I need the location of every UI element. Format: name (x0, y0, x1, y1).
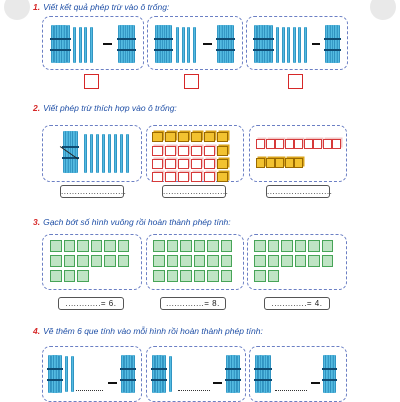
single-stick (176, 27, 179, 63)
green-square (254, 270, 266, 282)
yellow-cube (204, 132, 215, 142)
green-square (50, 240, 62, 252)
q3-answer-blank-2[interactable]: ..............= 8. (160, 297, 226, 310)
green-square (207, 255, 219, 267)
stick-in-bundle (132, 355, 135, 393)
answer-line (275, 390, 307, 391)
yellow-cube (217, 159, 228, 169)
stick-in-bundle (59, 355, 62, 393)
red-cube (204, 146, 215, 156)
yellow-cube (256, 158, 265, 168)
red-cube (323, 139, 332, 149)
bundle-band (322, 368, 337, 370)
green-square (295, 240, 307, 252)
red-cube (165, 159, 176, 169)
stick-bundle (48, 355, 62, 393)
green-square (64, 240, 76, 252)
q2-card-3 (249, 125, 347, 182)
red-cube (313, 139, 322, 149)
stick-in-bundle (270, 25, 273, 63)
green-square (153, 240, 165, 252)
bundle-band (324, 49, 341, 51)
q1-answer-box-3[interactable] (288, 74, 303, 89)
question-4-text: Vẽ thêm 6 que tính vào mỗi hình rồi hoàn thành phép tính: (43, 326, 263, 336)
stick-bundle (217, 25, 234, 63)
green-square (167, 240, 179, 252)
green-square (268, 270, 280, 282)
minus-sign (213, 382, 222, 384)
bundle-band (324, 38, 341, 40)
single-stick (304, 27, 307, 63)
bundle-band (253, 49, 274, 51)
single-stick (276, 27, 279, 63)
green-square (194, 255, 206, 267)
minus-sign (108, 382, 117, 384)
green-square (281, 255, 293, 267)
single-stick (114, 134, 117, 173)
red-cube (178, 159, 189, 169)
stick-in-bundle (237, 355, 240, 393)
single-stick (90, 27, 93, 63)
single-stick (120, 134, 123, 173)
stick-in-bundle (231, 25, 234, 63)
single-stick (73, 27, 76, 63)
yellow-cube (217, 146, 228, 156)
question-2-heading (33, 103, 177, 113)
red-cube (178, 172, 189, 182)
yellow-cube (165, 132, 176, 142)
stick-bundle (118, 25, 135, 63)
stick-bundle (152, 355, 166, 393)
question-3-text: Gạch bớt số hình vuông rồi hoàn thành phép tính: (43, 217, 231, 227)
green-square (50, 255, 62, 267)
single-stick (282, 27, 285, 63)
bundle-band (50, 49, 71, 51)
minus-sign (103, 43, 112, 45)
yellow-cube (285, 158, 294, 168)
q1-answer-box-2[interactable] (184, 74, 199, 89)
green-square (308, 255, 320, 267)
bundle-band (120, 379, 136, 381)
green-square (322, 240, 334, 252)
green-square (268, 255, 280, 267)
yellow-cube (217, 132, 228, 142)
green-square (167, 255, 179, 267)
bundle-band (154, 49, 173, 51)
single-stick (84, 134, 87, 173)
stick-in-bundle (67, 25, 70, 63)
stick-in-bundle (169, 25, 172, 63)
green-square (295, 255, 307, 267)
bundle-band (117, 49, 136, 51)
red-cube (191, 159, 202, 169)
green-square (77, 255, 89, 267)
single-stick (108, 134, 111, 173)
green-square (322, 255, 334, 267)
green-square (118, 255, 130, 267)
bundle-band (253, 38, 274, 40)
bundle-band (47, 368, 63, 370)
green-square (91, 255, 103, 267)
green-square (221, 270, 233, 282)
yellow-cube (294, 158, 303, 168)
green-square (153, 255, 165, 267)
single-stick (187, 27, 190, 63)
question-2-number: 2. (33, 103, 41, 113)
bundle-band (216, 49, 235, 51)
green-square (104, 240, 116, 252)
green-square (64, 270, 76, 282)
yellow-cube (266, 158, 275, 168)
green-square (281, 240, 293, 252)
green-square (194, 270, 206, 282)
red-cube (191, 146, 202, 156)
question-4-heading (33, 326, 263, 336)
green-square (180, 270, 192, 282)
minus-sign (203, 43, 212, 45)
stick-bundle (255, 355, 271, 393)
bundle-band (225, 379, 241, 381)
green-square (180, 240, 192, 252)
bundle-band (50, 38, 71, 40)
stick-in-bundle (337, 25, 340, 63)
stick-bundle (63, 131, 78, 173)
red-cube (275, 139, 284, 149)
stick-bundle (121, 355, 135, 393)
green-square (268, 240, 280, 252)
single-stick (169, 356, 172, 392)
bundle-band (154, 38, 173, 40)
yellow-cube (217, 172, 228, 182)
green-square (221, 255, 233, 267)
stick-bundle (226, 355, 240, 393)
yellow-cube (152, 132, 163, 142)
question-1-text: Viết kết quả phép trừ vào ô trống: (43, 2, 170, 12)
bundle-band (254, 379, 272, 381)
green-square (167, 270, 179, 282)
bundle-band (47, 379, 63, 381)
yellow-cube (275, 158, 284, 168)
stick-bundle (254, 25, 273, 63)
minus-sign (311, 382, 320, 384)
question-4-number: 4. (33, 326, 41, 336)
bundle-band (322, 379, 337, 381)
green-square (207, 240, 219, 252)
stick-bundle (155, 25, 172, 63)
single-stick (90, 134, 93, 173)
red-cube (165, 146, 176, 156)
green-square (308, 240, 320, 252)
q1-answer-box-1[interactable] (84, 74, 99, 89)
single-stick (287, 27, 290, 63)
stick-in-bundle (75, 131, 78, 173)
green-square (104, 255, 116, 267)
q3-answer-blank-1[interactable]: .............= 6. (58, 297, 124, 310)
answer-line (178, 390, 210, 391)
green-square (77, 270, 89, 282)
bundle-band (216, 38, 235, 40)
green-square (254, 240, 266, 252)
bundle-band (120, 368, 136, 370)
bundle-band (151, 379, 167, 381)
red-cube (152, 146, 163, 156)
green-square (153, 270, 165, 282)
single-stick (126, 134, 129, 173)
yellow-cube (191, 132, 202, 142)
stick-in-bundle (268, 355, 271, 393)
stick-bundle (323, 355, 336, 393)
yellow-cube (178, 132, 189, 142)
question-3-number: 3. (33, 217, 41, 227)
question-1-number: 1. (33, 2, 41, 12)
corner-button-left (4, 0, 30, 20)
red-cube (204, 159, 215, 169)
red-cube (152, 159, 163, 169)
minus-sign (312, 43, 320, 45)
bundle-band (254, 368, 272, 370)
stick-in-bundle (333, 355, 336, 393)
bundle-band (225, 368, 241, 370)
bundle-band (117, 38, 136, 40)
stick-bundle (325, 25, 340, 63)
single-stick (65, 356, 68, 392)
corner-button-right (370, 0, 396, 20)
green-square (254, 255, 266, 267)
red-cube (304, 139, 313, 149)
single-stick (293, 27, 296, 63)
stick-in-bundle (132, 25, 135, 63)
stick-bundle (51, 25, 70, 63)
red-cube (152, 172, 163, 182)
single-stick (102, 134, 105, 173)
answer-line (76, 390, 103, 391)
red-cube (191, 172, 202, 182)
q2-answer-blank-1[interactable]: ........................ (61, 187, 127, 196)
red-cube (285, 139, 294, 149)
single-stick (182, 27, 185, 63)
single-stick (193, 27, 196, 63)
bundle-band (62, 146, 79, 148)
green-square (221, 240, 233, 252)
green-square (118, 240, 130, 252)
q3-answer-blank-3[interactable]: .............= 4. (264, 297, 330, 310)
question-1-heading (33, 2, 169, 12)
green-square (77, 240, 89, 252)
single-stick (84, 27, 87, 63)
q2-answer-blank-3[interactable]: ........................ (267, 187, 333, 196)
single-stick (96, 134, 99, 173)
stick-in-bundle (163, 355, 166, 393)
question-3-heading (33, 217, 231, 227)
red-cube (165, 172, 176, 182)
green-square (64, 255, 76, 267)
green-square (180, 255, 192, 267)
red-cube (256, 139, 265, 149)
green-square (207, 270, 219, 282)
single-stick (298, 27, 301, 63)
single-stick (71, 356, 74, 392)
bundle-band (151, 368, 167, 370)
question-2-text: Viết phép trừ thích hợp vào ô trống: (43, 103, 177, 113)
red-cube (294, 139, 303, 149)
q2-answer-blank-2[interactable]: ........................ (163, 187, 229, 196)
red-cube (332, 139, 341, 149)
green-square (50, 270, 62, 282)
green-square (91, 240, 103, 252)
single-stick (79, 27, 82, 63)
red-cube (178, 146, 189, 156)
green-square (194, 240, 206, 252)
red-cube (266, 139, 275, 149)
red-cube (204, 172, 215, 182)
